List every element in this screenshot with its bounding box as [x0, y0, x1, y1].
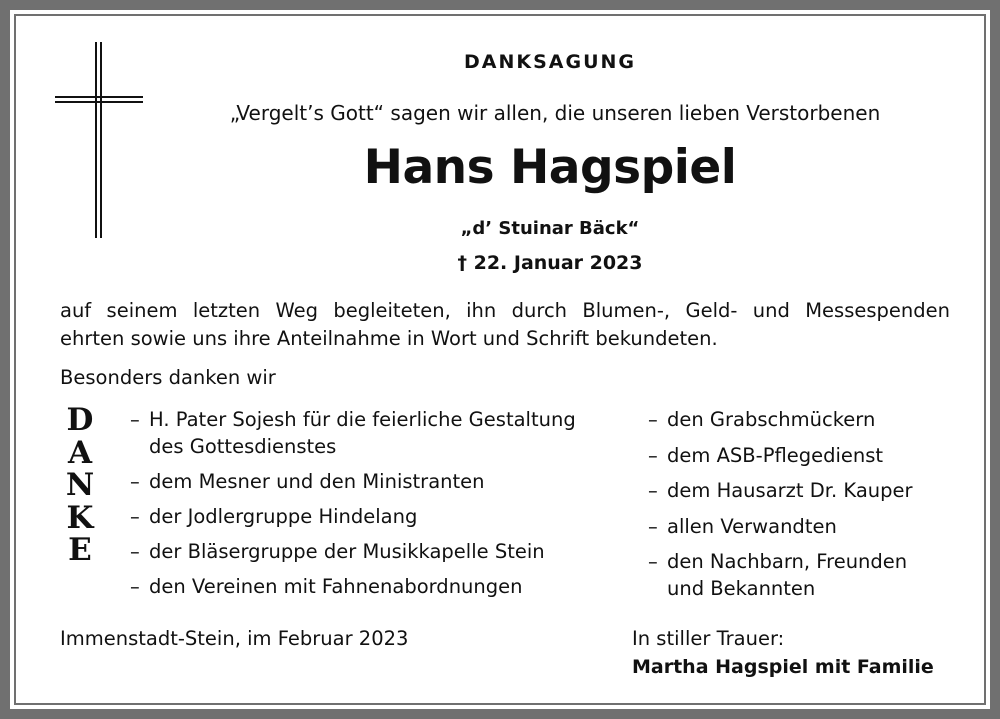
- deceased-name: Hans Hagspiel: [363, 140, 737, 195]
- list-item: [130, 468, 630, 495]
- list-item: [648, 477, 968, 504]
- list-item-text: allen Verwandten: [667, 514, 837, 538]
- signature-name: Martha Hagspiel mit Familie: [632, 656, 934, 678]
- list-item-text: den Vereinen mit Fahnenabordnungen: [149, 575, 523, 598]
- signature-label: In stiller Trauer:: [632, 627, 785, 650]
- list-item-text: und Bekannten: [667, 577, 816, 600]
- paragraph-line: auf seinem letzten Weg begleiteten, ihn durch Blumen-, Geld- und Messespenden: [60, 299, 950, 322]
- danke-letter: E: [68, 532, 92, 568]
- list-item: [648, 548, 968, 602]
- dash: –: [130, 505, 140, 528]
- thanks-list-left: [130, 406, 630, 608]
- death-date: † 22. Januar 2023: [457, 252, 643, 274]
- list-item: [648, 513, 968, 540]
- dash: –: [130, 575, 140, 598]
- dash: –: [130, 408, 140, 431]
- dash: –: [130, 470, 140, 493]
- dash: –: [130, 540, 140, 563]
- dash: –: [648, 479, 658, 502]
- list-item-text: dem Hausarzt Dr. Kauper: [667, 479, 913, 502]
- nickname: „d’ Stuinar Bäck“: [460, 218, 640, 239]
- dash: –: [648, 514, 658, 538]
- danke-letter: A: [67, 434, 93, 471]
- list-item-text: des Gottesdienstes: [149, 435, 337, 458]
- list-item: [648, 406, 968, 433]
- list-item-text: dem ASB-Pflegedienst: [667, 443, 884, 467]
- list-item-text: den Nachbarn, Freunden: [667, 550, 908, 573]
- paragraph-line: ehrten sowie uns ihre Anteilnahme in Wort und Schrift bekundeten.: [60, 327, 718, 350]
- place-date: Immenstadt-Stein, im Februar 2023: [60, 627, 409, 650]
- thanks-intro: Besonders danken wir: [60, 366, 276, 389]
- dash: –: [648, 443, 658, 467]
- list-item: [130, 573, 630, 600]
- list-item-text: der Jodlergruppe Hindelang: [149, 505, 418, 528]
- danke-vertical: [60, 404, 100, 567]
- dash: –: [648, 408, 658, 431]
- list-item-text: den Grabschmückern: [667, 408, 876, 431]
- list-item: [130, 538, 630, 565]
- dash: –: [648, 550, 658, 573]
- list-item-text: dem Mesner und den Ministranten: [149, 470, 485, 493]
- list-item-text: der Bläsergruppe der Musikkapelle Stein: [149, 540, 545, 563]
- thanks-list-right: [648, 406, 968, 611]
- heading: DANKSAGUNG: [463, 51, 636, 73]
- danke-letter: K: [66, 499, 94, 536]
- danke-letter: D: [66, 402, 94, 438]
- list-item: [130, 503, 630, 530]
- thanks-paragraph: [60, 297, 950, 353]
- danke-letter: N: [65, 467, 95, 503]
- list-item: [648, 442, 968, 469]
- intro-text: „Vergelt’s Gott“ sagen wir allen, die unseren lieben Verstorbenen: [229, 101, 881, 125]
- list-item: [130, 406, 630, 460]
- list-item-text: H. Pater Sojesh für die feierliche Gestaltung: [149, 408, 576, 431]
